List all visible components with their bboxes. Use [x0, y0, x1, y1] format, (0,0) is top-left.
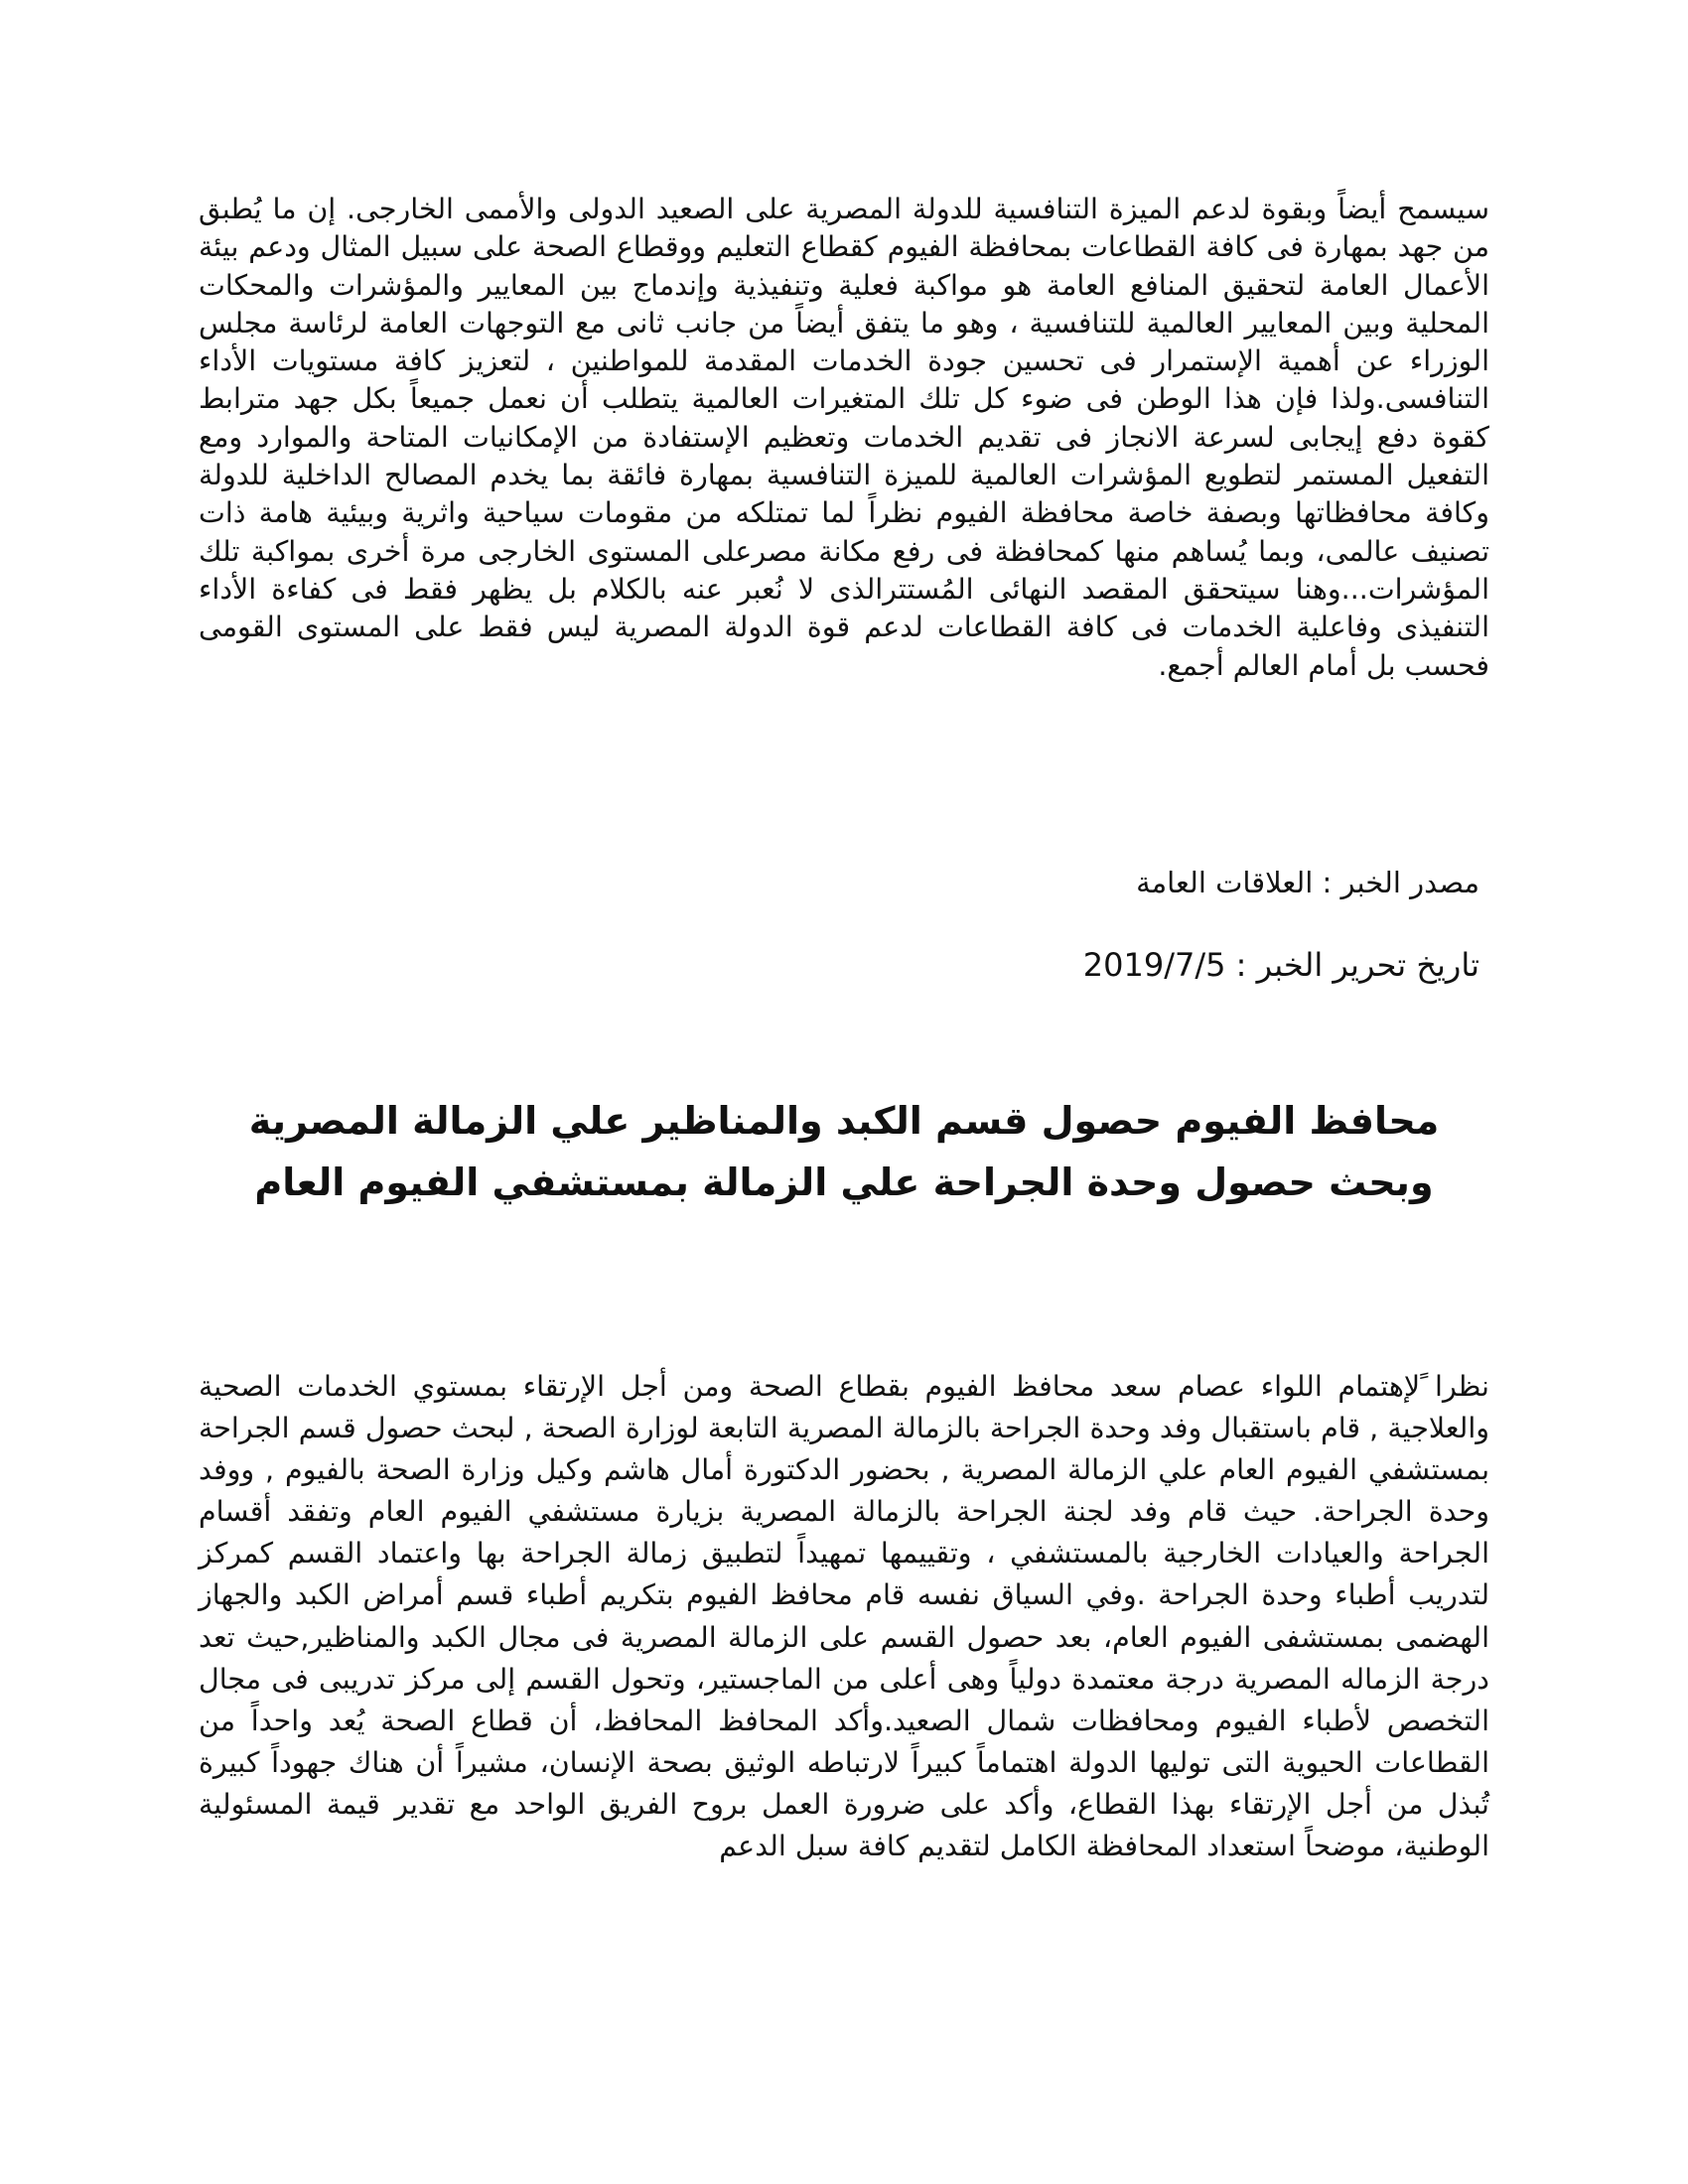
news-source: مصدر الخبر : العلاقات العامة: [1136, 866, 1479, 899]
article-1-body: سيسمح أيضاً وبقوة لدعم الميزة التنافسية للدولة المصرية على الصعيد الدولى والأممى الخارجى. إن ما يُطبق من جهد بمهارة فى كافة القطاعات بمحافظة الفيوم كقطاع التعليم ووقطاع الصحة على سبيل المثال ودعم بيئة الأعمال العامة لتحقيق المنافع العامة هو مواكبة فعلية وتنفيذية وإندماج بين المعايير والمؤشرات والمحكات المحلية وبين المعايير العالمية للتنافسية ، وهو ما يتفق أيضاً من جانب ثانى مع التوجهات العامة لرئاسة مجلس الوزراء عن أهمية الإستمرار فى تحسين جودة الخدمات المقدمة للمواطنين ، لتعزيز كافة مستويات الأداء التنافسى.ولذا فإن هذا الوطن فى ضوء كل تلك المتغيرات العالمية يتطلب أن نعمل جميعاً بكل جهد مترابط كقوة دفع إيجابى لسرعة الانجاز فى تقديم الخدمات وتعظيم الإستفادة من الإمكانيات المتاحة والموارد ومع التفعيل المستمر لتطويع المؤشرات العالمية للميزة التنافسية بمهارة فائقة بما يخدم المصالح الداخلية للدولة وكافة محافظاتها وبصفة خاصة محافظة الفيوم نظراً لما تمتلكه من مقومات سياحية واثرية وبيئية هامة ذات تصنيف عالمى، وبما يُساهم منها كمحافظة فى رفع مكانة مصرعلى المستوى الخارجى مرة أخرى بمواكبة تلك المؤشرات...وهنا سيتحقق المقصد النهائى المُستترالذى لا نُعبر عنه بالكلام بل يظهر فقط فى كفاءة الأداء التنفيذى وفاعلية الخدمات فى كافة القطاعات لدعم قوة الدولة المصرية ليس فقط على المستوى القومى فحسب بل أمام العالم أجمع.: [199, 193, 1489, 682]
news-date: تاريخ تحرير الخبر : 2019/7/5: [1082, 946, 1479, 984]
article-2-headline: محافظ الفيوم حصول قسم الكبد والمناظير علي الزمالة المصرية وبحث حصول وحدة الجراحة علي الزمالة بمستشفي الفيوم العام: [248, 1099, 1440, 1204]
article-2-body: نظرا ًلإهتمام اللواء عصام سعد محافظ الفيوم بقطاع الصحة ومن أجل الإرتقاء بمستوي الخدمات الصحية والعلاجية , قام باستقبال وفد وحدة الجراحة بالزمالة المصرية التابعة لوزارة الصحة , لبحث حصول قسم الجراحة بمستشفي الفيوم العام علي الزمالة المصرية , بحضور الدكتورة أمال هاشم وكيل وزارة الصحة بالفيوم , ووفد وحدة الجراحة. حيث قام وفد لجنة الجراحة بالزمالة المصرية بزيارة مستشفي الفيوم العام وتفقد أقسام الجراحة والعيادات الخارجية بالمستشفي ، وتقييمها تمهيداً لتطبيق زمالة الجراحة بها واعتماد القسم كمركز لتدريب أطباء وحدة الجراحة .وفي السياق نفسه قام محافظ الفيوم بتكريم أطباء قسم أمراض الكبد والجهاز الهضمى بمستشفى الفيوم العام، بعد حصول القسم على الزمالة المصرية فى مجال الكبد والمناظير,حيث تعد درجة الزماله المصرية درجة معتمدة دولياً وهى أعلى من الماجستير، وتحول القسم إلى مركز تدريبى فى مجال التخصص لأطباء الفيوم ومحافظات شمال الصعيد.وأكد المحافظ المحافظ، أن قطاع الصحة يُعد واحداً من القطاعات الحيوية التى توليها الدولة اهتماماً كبيراً لارتباطه الوثيق بصحة الإنسان، مشيراً أن هناك جهوداً كبيرة تُبذل من أجل الإرتقاء بهذا القطاع، وأكد على ضرورة العمل بروح الفريق الواحد مع تقدير قيمة المسئولية الوطنية، موضحاً استعداد المحافظة الكامل لتقديم كافة سبل الدعم: [199, 1370, 1489, 1863]
